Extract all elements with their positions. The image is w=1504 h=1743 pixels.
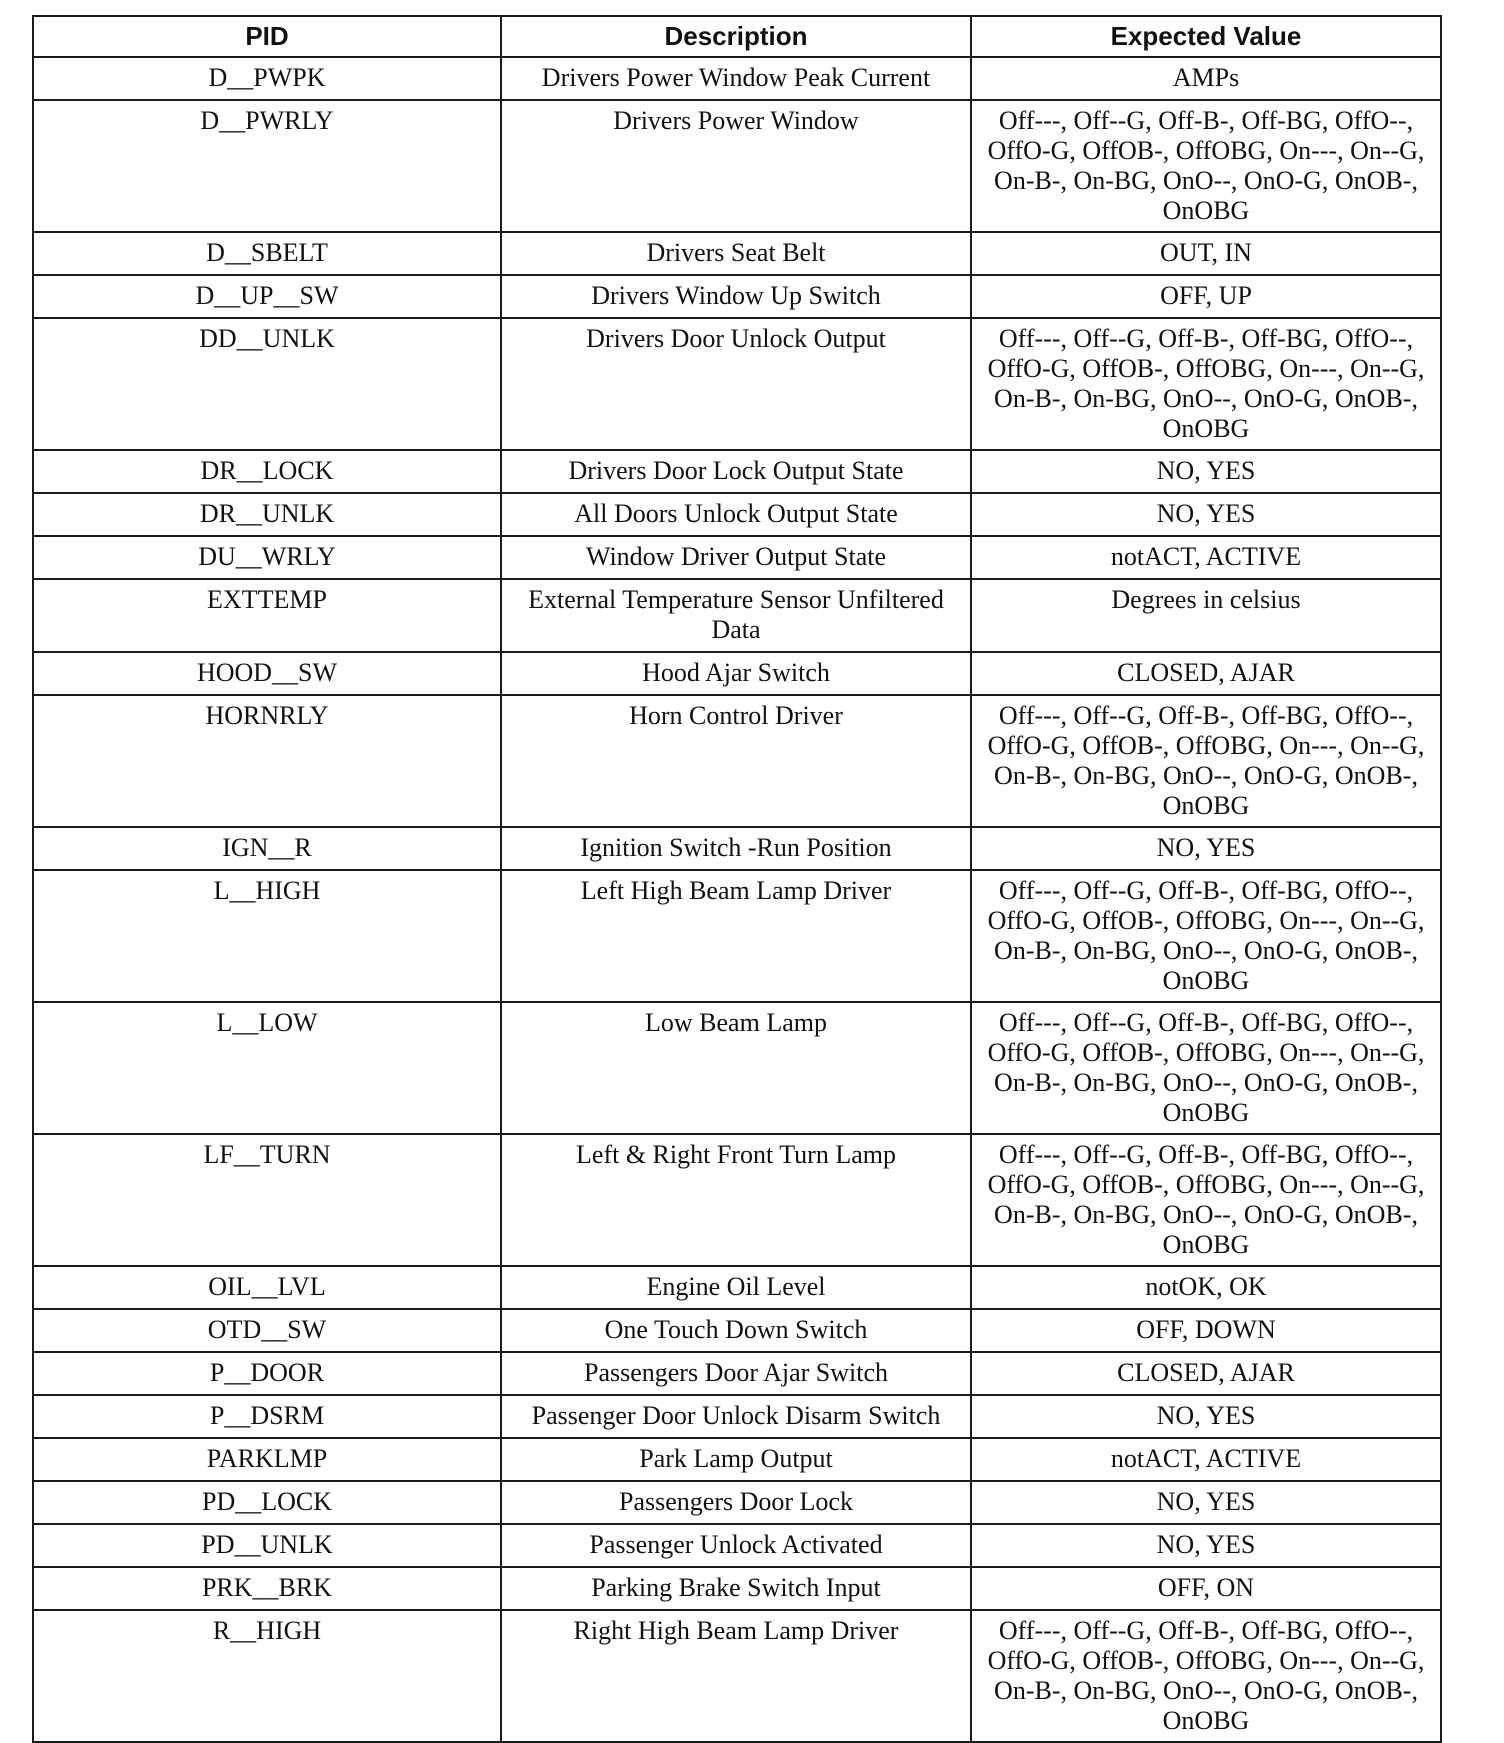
description-cell: Passenger Unlock Activated (501, 1524, 971, 1567)
table-row (33, 1481, 1441, 1524)
expected-value-cell: NO, YES (971, 450, 1441, 493)
table-row (33, 652, 1441, 695)
pid-cell: DU__WRLY (33, 536, 501, 579)
table-row (33, 1002, 1441, 1134)
table-row (33, 275, 1441, 318)
description-cell: Right High Beam Lamp Driver (501, 1610, 971, 1742)
pid-cell: P__DSRM (33, 1395, 501, 1438)
pid-cell: PD__UNLK (33, 1524, 501, 1567)
expected-value-cell: Off---, Off--G, Off-B-, Off-BG, OffO--, OffO-G, OffOB-, OffOBG, On---, On--G, On-B-, On-BG, OnO--, OnO-G, OnOB-, OnOBG (971, 318, 1441, 450)
table-row (33, 1610, 1441, 1742)
description-cell: Horn Control Driver (501, 695, 971, 827)
expected-value-cell: OUT, IN (971, 232, 1441, 275)
expected-value-cell: Off---, Off--G, Off-B-, Off-BG, OffO--, OffO-G, OffOB-, OffOBG, On---, On--G, On-B-, On-BG, OnO--, OnO-G, OnOB-, OnOBG (971, 100, 1441, 232)
expected-value-cell: NO, YES (971, 827, 1441, 870)
table-row (33, 1395, 1441, 1438)
header-row (33, 16, 1441, 57)
expected-value-cell: AMPs (971, 57, 1441, 100)
expected-value-cell: Off---, Off--G, Off-B-, Off-BG, OffO--, OffO-G, OffOB-, OffOBG, On---, On--G, On-B-, On-BG, OnO--, OnO-G, OnOB-, OnOBG (971, 1002, 1441, 1134)
description-cell: Passenger Door Unlock Disarm Switch (501, 1395, 971, 1438)
table-row (33, 1524, 1441, 1567)
pid-cell: D__PWRLY (33, 100, 501, 232)
expected-value-cell: OFF, ON (971, 1567, 1441, 1610)
description-cell: Drivers Power Window Peak Current (501, 57, 971, 100)
table-row (33, 1438, 1441, 1481)
description-cell: Hood Ajar Switch (501, 652, 971, 695)
description-column-header: Description (501, 16, 971, 57)
pid-cell: DD__UNLK (33, 318, 501, 450)
pid-table (32, 15, 1442, 1743)
expected-value-cell: Off---, Off--G, Off-B-, Off-BG, OffO--, OffO-G, OffOB-, OffOBG, On---, On--G, On-B-, On-BG, OnO--, OnO-G, OnOB-, OnOBG (971, 870, 1441, 1002)
table-row (33, 450, 1441, 493)
description-cell: External Temperature Sensor Unfiltered Data (501, 579, 971, 652)
table-row (33, 232, 1441, 275)
table-row (33, 536, 1441, 579)
table-row (33, 870, 1441, 1002)
description-cell: Ignition Switch -Run Position (501, 827, 971, 870)
table-row (33, 1266, 1441, 1309)
table-row (33, 493, 1441, 536)
pid-cell: R__HIGH (33, 1610, 501, 1742)
table-row (33, 1567, 1441, 1610)
pid-cell: L__HIGH (33, 870, 501, 1002)
description-cell: Drivers Power Window (501, 100, 971, 232)
expected-value-cell: OFF, UP (971, 275, 1441, 318)
table-row (33, 318, 1441, 450)
expected-value-cell: NO, YES (971, 493, 1441, 536)
pid-cell: EXTTEMP (33, 579, 501, 652)
table-row (33, 1134, 1441, 1266)
description-cell: Passengers Door Ajar Switch (501, 1352, 971, 1395)
expected-value-cell: Degrees in celsius (971, 579, 1441, 652)
expected-value-cell: CLOSED, AJAR (971, 1352, 1441, 1395)
pid-cell: PRK__BRK (33, 1567, 501, 1610)
pid-cell: D__PWPK (33, 57, 501, 100)
table-row (33, 57, 1441, 100)
description-cell: Park Lamp Output (501, 1438, 971, 1481)
description-cell: One Touch Down Switch (501, 1309, 971, 1352)
pid-cell: PARKLMP (33, 1438, 501, 1481)
expected-value-cell: Off---, Off--G, Off-B-, Off-BG, OffO--, OffO-G, OffOB-, OffOBG, On---, On--G, On-B-, On-BG, OnO--, OnO-G, OnOB-, OnOBG (971, 695, 1441, 827)
pid-cell: DR__LOCK (33, 450, 501, 493)
description-cell: Drivers Door Unlock Output (501, 318, 971, 450)
description-cell: Left High Beam Lamp Driver (501, 870, 971, 1002)
pid-column-header: PID (33, 16, 501, 57)
pid-cell: DR__UNLK (33, 493, 501, 536)
pid-cell: OTD__SW (33, 1309, 501, 1352)
pid-cell: PD__LOCK (33, 1481, 501, 1524)
table-row (33, 827, 1441, 870)
description-cell: Drivers Seat Belt (501, 232, 971, 275)
pid-cell: D__SBELT (33, 232, 501, 275)
pid-cell: HOOD__SW (33, 652, 501, 695)
pid-cell: OIL__LVL (33, 1266, 501, 1309)
table-row (33, 579, 1441, 652)
table-body (33, 57, 1441, 1742)
description-cell: Low Beam Lamp (501, 1002, 971, 1134)
expected-value-cell: NO, YES (971, 1395, 1441, 1438)
pid-cell: LF__TURN (33, 1134, 501, 1266)
expected-value-cell: Off---, Off--G, Off-B-, Off-BG, OffO--, OffO-G, OffOB-, OffOBG, On---, On--G, On-B-, On-BG, OnO--, OnO-G, OnOB-, OnOBG (971, 1134, 1441, 1266)
description-cell: Drivers Window Up Switch (501, 275, 971, 318)
table-row (33, 695, 1441, 827)
description-cell: Window Driver Output State (501, 536, 971, 579)
description-cell: Parking Brake Switch Input (501, 1567, 971, 1610)
expected-value-cell: Off---, Off--G, Off-B-, Off-BG, OffO--, OffO-G, OffOB-, OffOBG, On---, On--G, On-B-, On-BG, OnO--, OnO-G, OnOB-, OnOBG (971, 1610, 1441, 1742)
expected-value-cell: NO, YES (971, 1481, 1441, 1524)
pid-cell: L__LOW (33, 1002, 501, 1134)
table-row (33, 1309, 1441, 1352)
pid-cell: P__DOOR (33, 1352, 501, 1395)
description-cell: Drivers Door Lock Output State (501, 450, 971, 493)
expected-value-cell: NO, YES (971, 1524, 1441, 1567)
pid-cell: IGN__R (33, 827, 501, 870)
table-row (33, 1352, 1441, 1395)
expected-value-cell: notOK, OK (971, 1266, 1441, 1309)
table-row (33, 100, 1441, 232)
expected-value-cell: OFF, DOWN (971, 1309, 1441, 1352)
expected-value-cell: CLOSED, AJAR (971, 652, 1441, 695)
expected-value-cell: notACT, ACTIVE (971, 1438, 1441, 1481)
description-cell: All Doors Unlock Output State (501, 493, 971, 536)
expected-value-cell: notACT, ACTIVE (971, 536, 1441, 579)
description-cell: Passengers Door Lock (501, 1481, 971, 1524)
pid-cell: D__UP__SW (33, 275, 501, 318)
pid-cell: HORNRLY (33, 695, 501, 827)
expected-value-column-header: Expected Value (971, 16, 1441, 57)
description-cell: Engine Oil Level (501, 1266, 971, 1309)
description-cell: Left & Right Front Turn Lamp (501, 1134, 971, 1266)
